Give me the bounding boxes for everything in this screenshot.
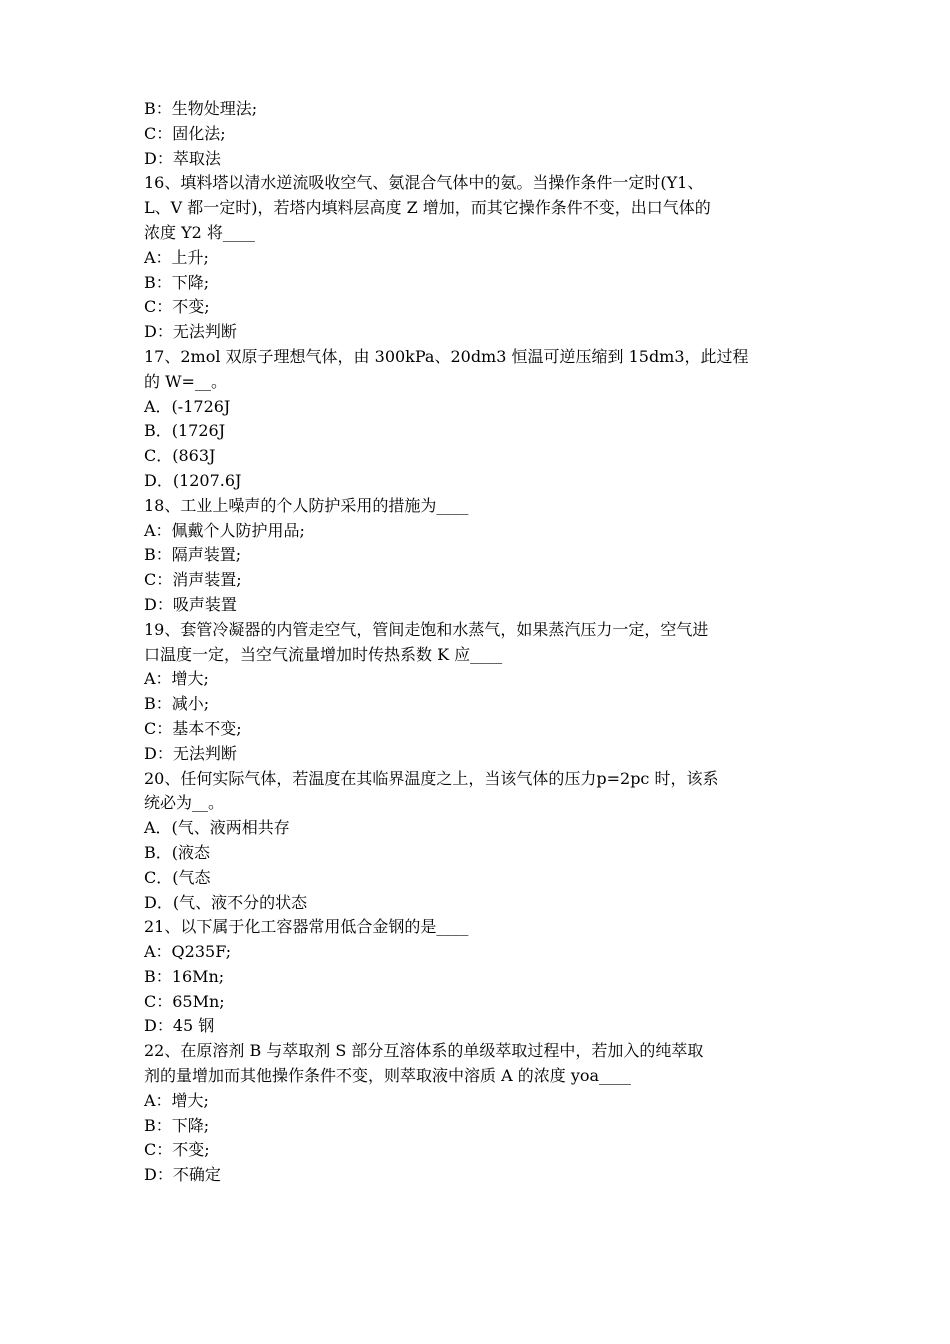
option-line: C：消声装置; <box>144 570 242 590</box>
option-line: B．(液态 <box>144 842 211 862</box>
question-22-line-2: 剂的量增加而其他操作条件不变，则萃取液中溶质 A 的浓度 yoa____ <box>144 1066 632 1086</box>
option-line: C：基本不变; <box>144 718 242 738</box>
question-21-line-1: 21、以下属于化工容器常用低合金钢的是____ <box>144 917 469 937</box>
option-line: D：吸声装置 <box>144 594 237 614</box>
question-20-line-2: 统必为__。 <box>144 793 225 813</box>
option-line: D：无法判断 <box>144 322 237 342</box>
option-line: D：不确定 <box>144 1165 221 1185</box>
question-16-line-1: 16、填料塔以清水逆流吸收空气、氨混合气体中的氨。当操作条件一定时(Y1、 <box>144 173 704 193</box>
question-19-line-2: 口温度一定，当空气流量增加时传热系数 K 应____ <box>144 644 503 664</box>
option-line: B．(1726J <box>144 421 226 441</box>
option-line: B：生物处理法; <box>144 99 258 118</box>
question-16-line-3: 浓度 Y2 将____ <box>144 222 255 242</box>
option-line: A．(-1726J <box>144 396 231 416</box>
option-line: D：萃取法 <box>144 148 221 168</box>
document-page <box>144 97 816 1188</box>
option-line: D：45 钢 <box>144 1016 215 1036</box>
option-line: D：无法判断 <box>144 743 237 763</box>
option-line: D．(1207.6J <box>144 470 242 490</box>
option-line: A：佩戴个人防护用品; <box>144 520 305 540</box>
option-line: A：上升; <box>144 247 209 267</box>
question-17-line-2: 的 W=__。 <box>144 371 227 391</box>
question-22-line-1: 22、在原溶剂 B 与萃取剂 S 部分互溶体系的单级萃取过程中，若加入的纯萃取 <box>144 1041 704 1061</box>
question-19-line-1: 19、套管冷凝器的内管走空气，管间走饱和水蒸气，如果蒸汽压力一定，空气进 <box>144 619 709 639</box>
question-18-line-1: 18、工业上噪声的个人防护采用的措施为____ <box>144 495 469 515</box>
option-line: C：不变; <box>144 297 210 317</box>
question-20-line-1: 20、任何实际气体，若温度在其临界温度之上，当该气体的压力p=2pc 时，该系 <box>144 768 719 788</box>
option-line: C：固化法; <box>144 123 226 143</box>
question-17-line-1: 17、2mol 双原子理想气体，由 300kPa、20dm3 恒温可逆压缩到 15dm3，此过程 <box>144 346 749 366</box>
question-16-line-2: L、V 都一定时)，若塔内填料层高度 Z 增加，而其它操作条件不变，出口气体的 <box>144 198 711 218</box>
option-line: C．(863J <box>144 446 216 466</box>
option-line: D．(气、液不分的状态 <box>144 892 308 912</box>
option-line: C．(气态 <box>144 867 211 887</box>
option-line: B：减小; <box>144 694 210 714</box>
option-line: C：65Mn; <box>144 991 225 1011</box>
option-line: B：16Mn; <box>144 966 225 986</box>
option-line: B：隔声装置; <box>144 545 242 565</box>
option-line: A：增大; <box>144 1090 209 1110</box>
option-line: C：不变; <box>144 1140 210 1160</box>
option-line: A：增大; <box>144 669 209 689</box>
option-line: B：下降; <box>144 1115 210 1135</box>
option-line: A：Q235F; <box>144 942 232 962</box>
option-line: A．(气、液两相共存 <box>144 818 290 838</box>
option-line: B：下降; <box>144 272 210 292</box>
